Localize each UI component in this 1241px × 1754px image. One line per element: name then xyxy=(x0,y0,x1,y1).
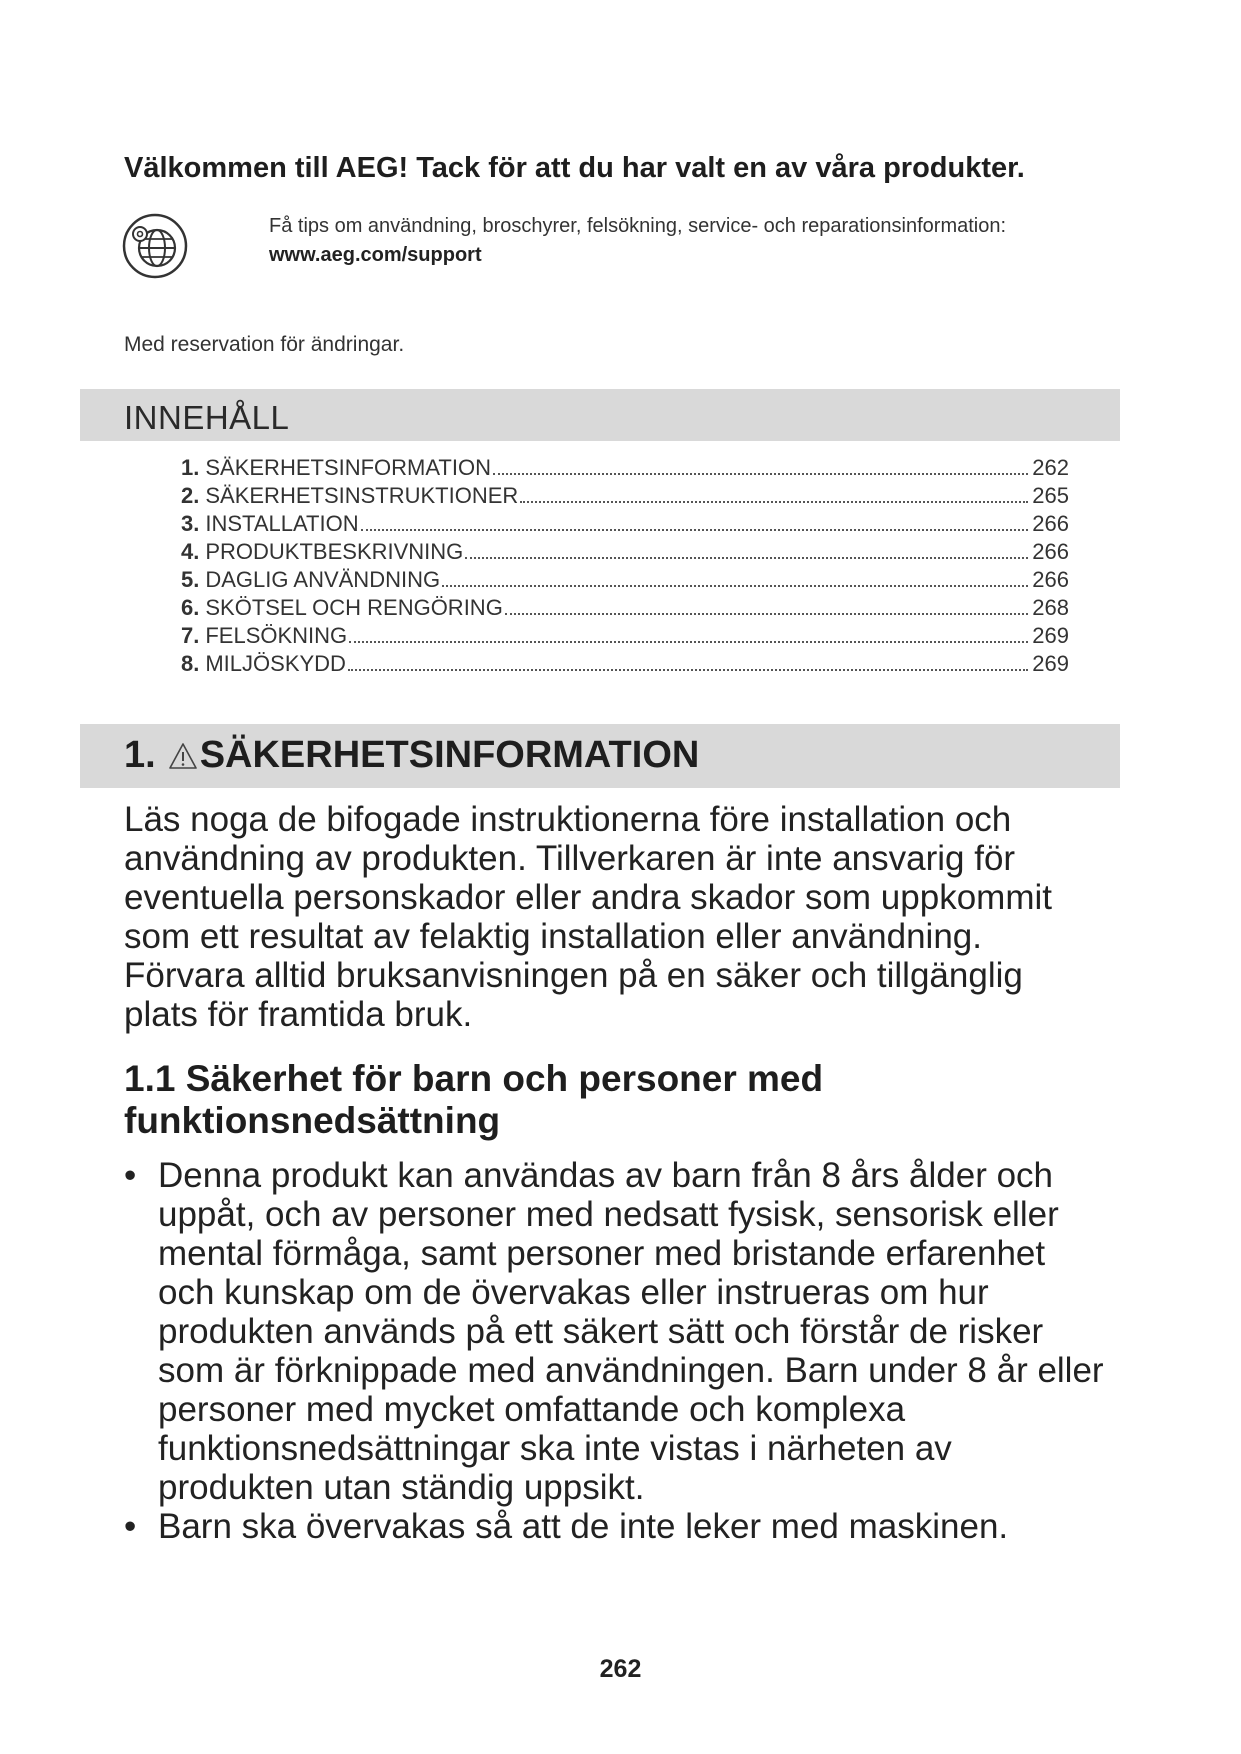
bullet-marker: • xyxy=(124,1507,137,1546)
toc-item[interactable]: 6. SKÖTSEL OCH RENGÖRING 268 xyxy=(181,595,1069,620)
toc-item-page: 266 xyxy=(1032,567,1069,592)
toc-item-page: 269 xyxy=(1032,623,1069,648)
support-link[interactable]: www.aeg.com/support xyxy=(269,244,482,266)
list-item xyxy=(124,1507,1104,1546)
list-item-text: Denna produkt kan användas av barn från 8 års ålder och uppåt, och av personer med nedsatt fysisk, sensorisk eller mental förmåga, samt personer med bristande erfarenhet och kunskap om de övervakas eller instrueras om hur produkten används på ett säkert sätt och förstår de risker som är förknippade med användningen. Barn under 8 år eller personer med mycket omfattande och komplexa funktionsnedsättningar ska inte vistas i närheten av produkten utan ständig uppsikt. xyxy=(158,1156,1104,1507)
toc-item[interactable]: 3. INSTALLATION 266 xyxy=(181,511,1069,536)
toc-leader xyxy=(505,613,1028,615)
section-title xyxy=(124,734,699,777)
toc-item-label: SÄKERHETSINFORMATION xyxy=(205,455,491,480)
toc-item[interactable]: 7. FELSÖKNING 269 xyxy=(181,623,1069,648)
subsection-title: 1.1 Säkerhet för barn och personer med funktionsnedsättning xyxy=(124,1058,824,1141)
toc-item[interactable]: 4. PRODUKTBESKRIVNING 266 xyxy=(181,539,1069,564)
bullet-list xyxy=(124,1156,1104,1546)
toc-item[interactable]: 2. SÄKERHETSINSTRUKTIONER 265 xyxy=(181,483,1069,508)
toc-item-page: 265 xyxy=(1032,483,1069,508)
toc-item-page: 262 xyxy=(1032,455,1069,480)
toc-leader xyxy=(493,473,1028,475)
list-item xyxy=(124,1156,1104,1507)
toc-item-label: SKÖTSEL OCH RENGÖRING xyxy=(205,595,503,620)
reservation-note: Med reservation för ändringar. xyxy=(124,333,405,356)
toc-item[interactable]: 8. MILJÖSKYDD 269 xyxy=(181,651,1069,676)
toc-item-page: 266 xyxy=(1032,511,1069,536)
bullet-marker: • xyxy=(124,1156,137,1195)
support-text: Få tips om användning, broschyrer, felsökning, service- och reparationsinformation: xyxy=(269,215,1007,237)
toc-item-label: MILJÖSKYDD xyxy=(205,651,346,676)
toc-leader xyxy=(348,669,1028,671)
toc-item-label: PRODUKTBESKRIVNING xyxy=(205,539,464,564)
list-item-text: Barn ska övervakas så att de inte leker med maskinen. xyxy=(158,1507,1009,1546)
page-number: 262 xyxy=(599,1655,642,1683)
section-title-text: SÄKERHETSINFORMATION xyxy=(199,734,700,776)
toc-item-label: SÄKERHETSINSTRUKTIONER xyxy=(205,483,519,508)
toc-item-label: DAGLIG ANVÄNDNING xyxy=(205,567,441,592)
toc-title: INNEHÅLL xyxy=(124,399,290,436)
toc-leader xyxy=(465,557,1028,559)
toc-item-page: 269 xyxy=(1032,651,1069,676)
section-number: 1. xyxy=(124,734,156,776)
toc-item-page: 268 xyxy=(1032,595,1069,620)
toc-item-page: 266 xyxy=(1032,539,1069,564)
toc-item[interactable]: 5. DAGLIG ANVÄNDNING 266 xyxy=(181,567,1069,592)
welcome-heading: Välkommen till AEG! Tack för att du har valt en av våra produkter. xyxy=(124,152,1025,184)
toc-item-label: FELSÖKNING xyxy=(205,623,348,648)
globe-icon xyxy=(121,212,189,280)
toc-item[interactable]: 1. SÄKERHETSINFORMATION 262 xyxy=(181,455,1069,480)
table-of-contents xyxy=(181,455,1069,679)
support-info xyxy=(269,212,1006,270)
warning-icon xyxy=(168,742,198,770)
toc-item-label: INSTALLATION xyxy=(205,511,359,536)
intro-paragraph: Läs noga de bifogade instruktionerna före installation och användning av produkten. Tillverkaren är inte ansvarig för eventuella personskador eller andra skador som uppkommit som ett resultat av felaktig installation eller användning. Förvara alltid bruksanvisningen på en säker och tillgänglig plats för framtida bruk. xyxy=(124,800,1052,1034)
toc-leader xyxy=(520,501,1028,503)
toc-leader xyxy=(442,585,1028,587)
toc-leader xyxy=(349,641,1028,643)
toc-leader xyxy=(361,529,1029,531)
